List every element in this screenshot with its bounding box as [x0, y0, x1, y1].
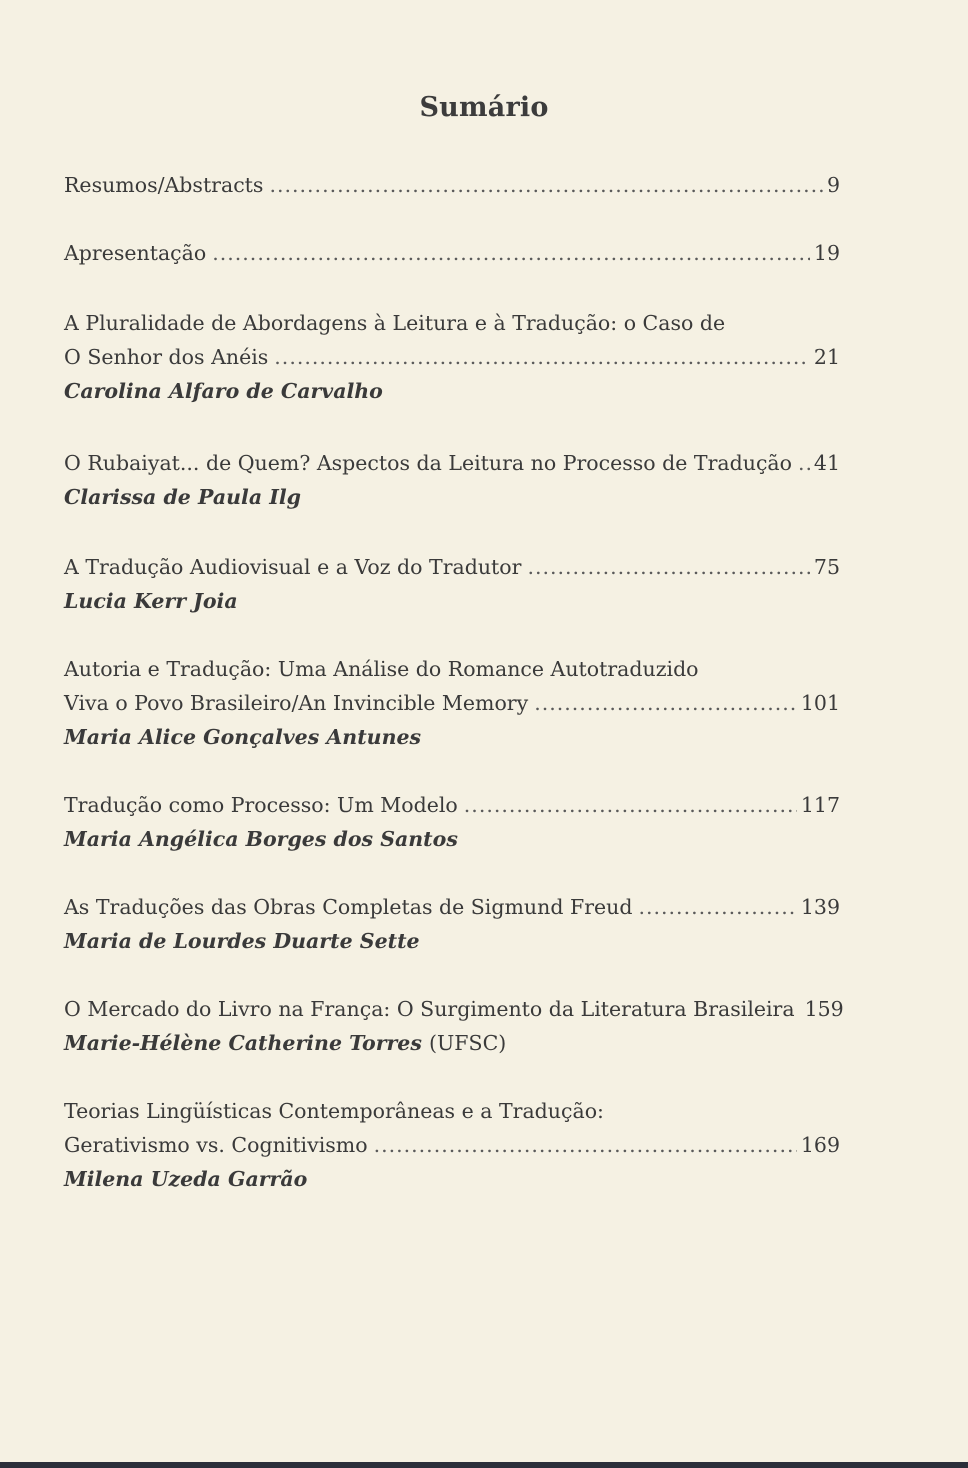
toc-entry-title: A Tradução Audiovisual e a Voz do Tradutor — [64, 555, 522, 579]
toc-entry-line — [64, 446, 840, 480]
toc-entry-title-continued: O Senhor dos Anéis — [64, 345, 269, 369]
dot-leader — [274, 340, 810, 374]
toc-entry-title: O Mercado do Livro na França: O Surgimento da Literatura Brasileira — [64, 997, 795, 1021]
toc-entry-title: O Rubaiyat... de Quem? Aspectos da Leitura no Processo de Tradução — [64, 451, 792, 475]
toc-entry-title: As Traduções das Obras Completas de Sigmund Freud — [64, 895, 633, 919]
toc-entry-author: Maria Angélica Borges dos Santos — [64, 827, 458, 851]
toc-entry-author-affiliation: (UFSC) — [429, 1031, 507, 1055]
toc-entry-line — [64, 340, 840, 374]
toc-entry-author-name: Marie-Hélène Catherine Torres — [64, 1031, 422, 1055]
toc-entry-title: Apresentação — [64, 241, 207, 265]
toc-entry-resumos — [64, 168, 840, 202]
toc-page-number: 21 — [813, 345, 840, 369]
dot-leader — [638, 890, 796, 924]
toc-entry-processo — [64, 788, 840, 856]
toc-entry-title: Teorias Lingüísticas Contemporâneas e a Tradução: — [64, 1099, 604, 1123]
toc-page-number: 169 — [800, 1133, 840, 1157]
toc-entry-line — [64, 168, 840, 202]
toc-entry-line — [64, 788, 840, 822]
toc-entry-autoria — [64, 652, 840, 754]
toc-page-number: 117 — [800, 793, 840, 817]
dot-leader — [534, 686, 797, 720]
toc-entry-line — [64, 236, 840, 270]
toc-entry-author: Clarissa de Paula Ilg — [64, 485, 301, 509]
toc-entry-author: Lucia Kerr Joia — [64, 589, 238, 613]
toc-page-number: 139 — [800, 895, 840, 919]
toc-entry-teorias — [64, 1094, 840, 1196]
toc-entry-mercado — [64, 992, 844, 1060]
toc-entry-author — [64, 1026, 840, 1060]
toc-entry-title: Autoria e Tradução: Uma Análise do Romance Autotraduzido — [64, 657, 699, 681]
dot-leader — [269, 168, 823, 202]
toc-entry-title-continued: Viva o Povo Brasileiro/An Invincible Memory — [64, 691, 529, 715]
toc-page-number: 101 — [800, 691, 840, 715]
toc-page-number: 159 — [804, 997, 844, 1021]
toc-entry-line — [64, 1094, 840, 1128]
toc-entry-line — [64, 992, 844, 1026]
toc-entry-line — [64, 652, 840, 686]
toc-entry-line — [64, 686, 840, 720]
toc-page-number: 9 — [826, 173, 840, 197]
toc-entry-author: Maria de Lourdes Duarte Sette — [64, 929, 420, 953]
toc-entry-line — [64, 1128, 840, 1162]
dot-leader — [464, 788, 797, 822]
toc-entry-author: Carolina Alfaro de Carvalho — [64, 379, 383, 403]
dot-leader — [212, 236, 810, 270]
toc-entry-author: Maria Alice Gonçalves Antunes — [64, 725, 422, 749]
toc-page-number: 75 — [813, 555, 840, 579]
toc-entry-title: Tradução como Processo: Um Modelo — [64, 793, 458, 817]
toc-page-number: 41 — [813, 451, 840, 475]
toc-entry-title-continued: Gerativismo vs. Cognitivismo — [64, 1133, 368, 1157]
toc-entry-audiovisual — [64, 550, 840, 618]
toc-page-number: 19 — [813, 241, 840, 265]
page-title: Sumário — [419, 92, 549, 123]
toc-entry-apresentacao — [64, 236, 840, 270]
toc-entry-rubaiyat — [64, 446, 840, 514]
toc-entry-title: A Pluralidade de Abordagens à Leitura e à Tradução: o Caso de — [64, 311, 726, 335]
dot-leader — [374, 1128, 797, 1162]
dot-leader — [798, 446, 810, 480]
toc-entry-pluralidade — [64, 306, 840, 408]
toc-entry-line — [64, 550, 840, 584]
toc-entry-line — [64, 306, 840, 340]
toc-entry-freud — [64, 890, 840, 958]
toc-entry-line — [64, 890, 840, 924]
toc-entry-author: Milena Uzeda Garrão — [64, 1167, 308, 1191]
page-bottom-edge — [0, 1462, 968, 1468]
toc-entry-title: Resumos/Abstracts — [64, 173, 264, 197]
dot-leader — [527, 550, 809, 584]
